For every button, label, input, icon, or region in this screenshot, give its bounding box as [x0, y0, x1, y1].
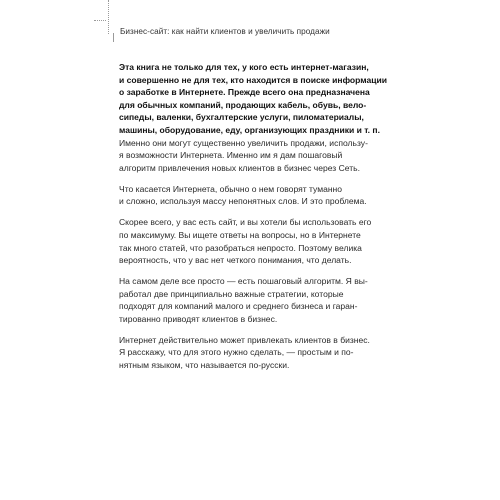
text-line: нятным языком, что называется по-русски.: [119, 360, 290, 371]
text-line: так много статей, что разобраться непросто. Поэтому велика: [119, 242, 362, 253]
text-line: и совершенно не для тех, кто находится в поиске информации: [119, 74, 387, 85]
header-rule: [113, 33, 114, 42]
crop-mark-vertical: [108, 0, 109, 34]
text-line: подходят для компаний малого и среднего бизнеса и гаран-: [119, 301, 358, 312]
paragraph-4: [119, 275, 381, 325]
paragraph-1: [119, 61, 387, 174]
text-line: алгоритм привлечения новых клиентов в бизнес через Сеть.: [119, 162, 360, 173]
text-line: я возможности Интернета. Именно им я дам пошаговый: [119, 150, 343, 161]
text-line: Скорее всего, у вас есть сайт, и вы хотели бы использовать его: [119, 217, 372, 228]
page-body: [119, 61, 387, 380]
text-line: Что касается Интернета, обычно о нем говорят туманно: [119, 183, 343, 194]
text-line: Эта книга не только для тех, у кого есть интернет-магазин,: [119, 62, 369, 72]
text-line: На самом деле все просто — есть пошаговый алгоритм. Я вы-: [119, 276, 368, 287]
text-line: сипеды, валенки, бухгалтерские услуги, пиломатериалы,: [119, 112, 364, 123]
text-line: Я расскажу, что для этого нужно сделать, — простым и по-: [119, 347, 354, 358]
text-line: работал две принципиально важные стратегии, которые: [119, 288, 344, 299]
text-line: о заработке в Интернете. Прежде всего она предназначена: [119, 87, 370, 98]
running-header: Бизнес-сайт: как найти клиентов и увеличить продажи: [120, 27, 330, 36]
paragraph-5: [119, 334, 381, 372]
text-line: Интернет действительно может привлекать клиентов в бизнес.: [119, 334, 370, 345]
paragraph-3: [119, 216, 381, 266]
text-line: вероятность, что у вас нет четкого понимания, что делать.: [119, 255, 352, 266]
text-line: тированно приводят клиентов в бизнес.: [119, 313, 278, 324]
text-line: для обычных компаний, продающих кабель, обувь, вело-: [119, 99, 367, 110]
text-line: и сложно, используя массу непонятных слов. И это проблема.: [119, 196, 367, 207]
paragraph-2: [119, 183, 381, 208]
crop-mark-horizontal: [94, 20, 106, 21]
text-line: по максимуму. Вы ищете ответы на вопросы, но в Интернете: [119, 229, 361, 240]
text-line: машины, оборудование, еду, организующих праздники и т. п.: [119, 124, 380, 135]
text-line: Именно они могут существенно увеличить продажи, использу-: [119, 137, 368, 148]
